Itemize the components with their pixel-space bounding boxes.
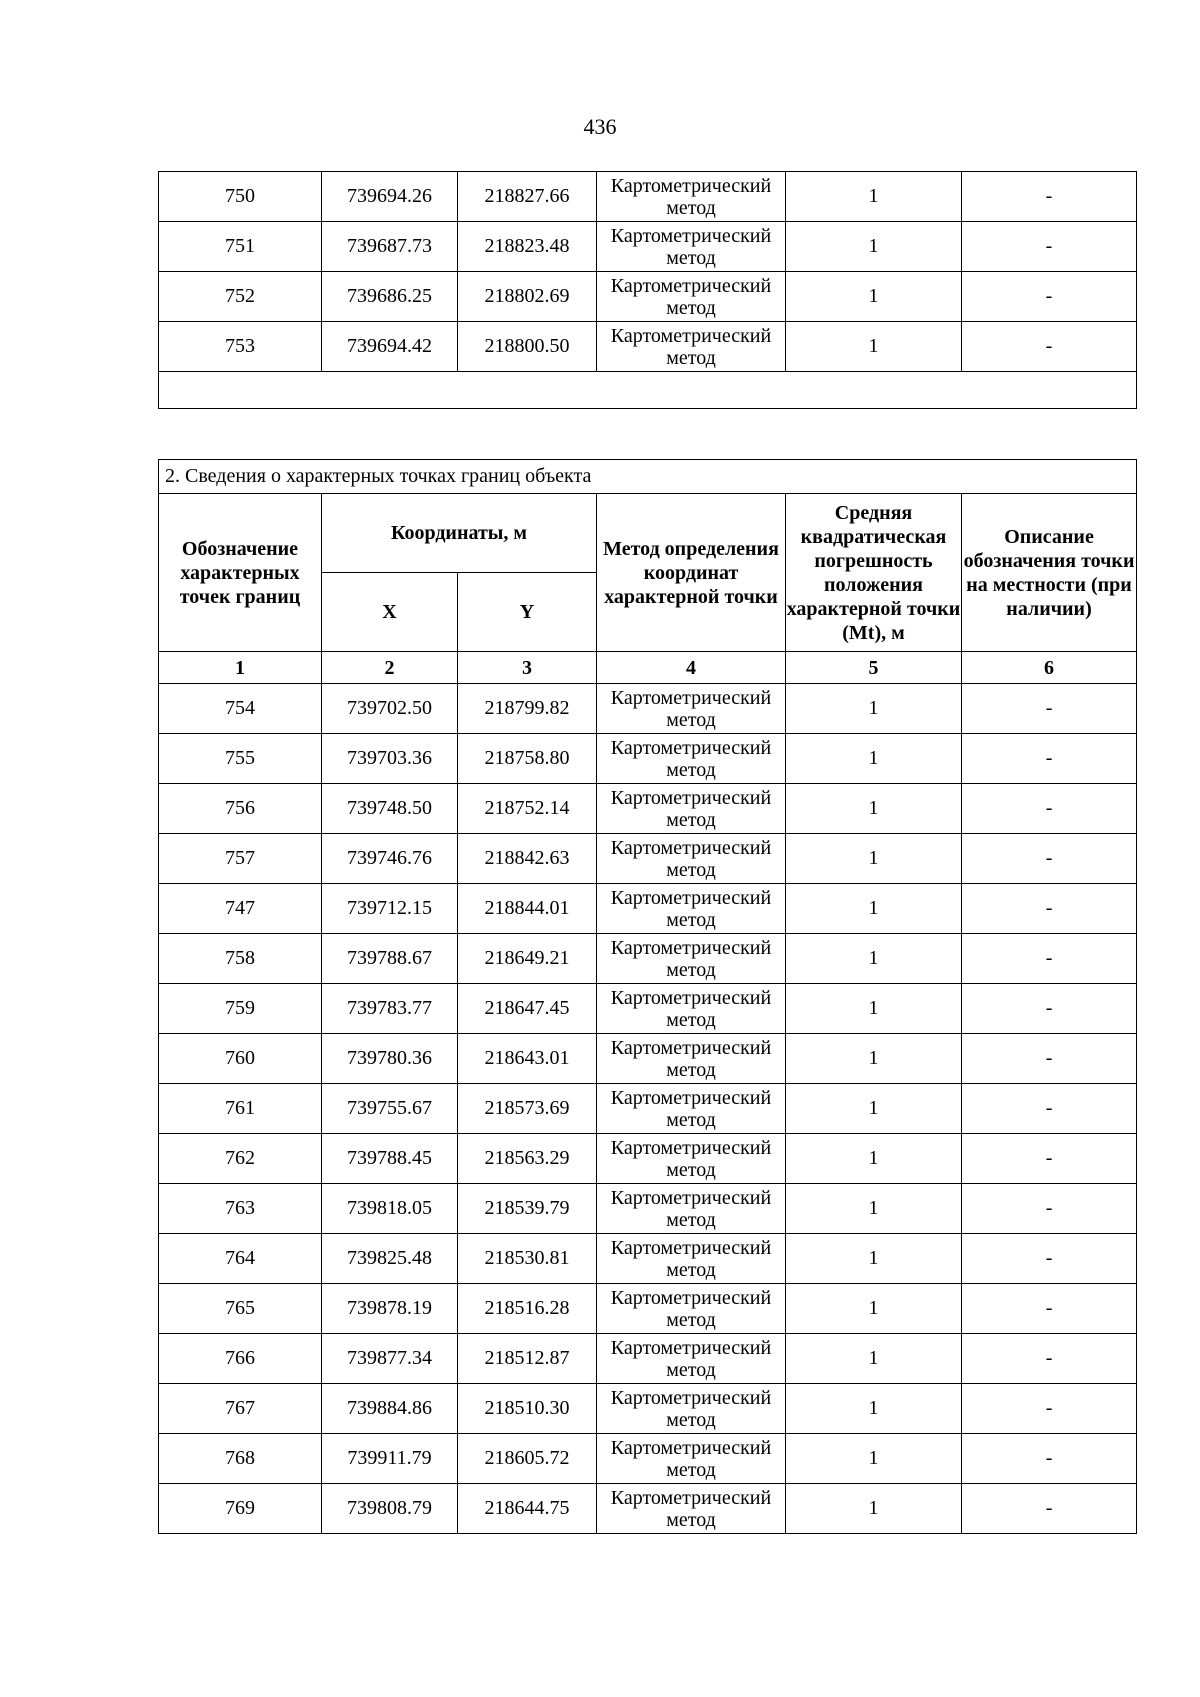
method-cell <box>597 684 786 734</box>
point-id: 751 <box>159 222 322 272</box>
point-id: 756 <box>159 784 322 834</box>
description-value: - <box>962 1034 1137 1084</box>
top-table-body <box>159 172 1137 372</box>
coord-y: 218644.75 <box>458 1484 597 1534</box>
method-line2: метод <box>666 1508 716 1531</box>
point-id: 769 <box>159 1484 322 1534</box>
method-line2: метод <box>666 1308 716 1331</box>
table-row <box>159 1284 1137 1334</box>
error-value: 1 <box>786 1184 962 1234</box>
coord-x: 739825.48 <box>322 1234 458 1284</box>
method-cell <box>597 272 786 322</box>
method-line1: Картометрический <box>610 1136 772 1159</box>
coord-y: 218605.72 <box>458 1434 597 1484</box>
point-id: 763 <box>159 1184 322 1234</box>
description-value: - <box>962 1184 1137 1234</box>
method-line1: Картометрический <box>610 1486 772 1509</box>
coord-x: 739783.77 <box>322 984 458 1034</box>
table-row <box>159 1334 1137 1384</box>
coord-y: 218649.21 <box>458 934 597 984</box>
method-cell <box>597 1334 786 1384</box>
method-line2: метод <box>666 296 716 319</box>
error-value: 1 <box>786 1234 962 1284</box>
method-line2: метод <box>666 958 716 981</box>
coord-x: 739818.05 <box>322 1184 458 1234</box>
method-line2: метод <box>666 1008 716 1031</box>
coord-x: 739788.67 <box>322 934 458 984</box>
method-line2: метод <box>666 808 716 831</box>
column-number: 1 <box>159 652 322 684</box>
coord-x: 739687.73 <box>322 222 458 272</box>
point-id: 764 <box>159 1234 322 1284</box>
coord-y: 218844.01 <box>458 884 597 934</box>
coord-x: 739746.76 <box>322 834 458 884</box>
coord-x: 739694.26 <box>322 172 458 222</box>
method-cell <box>597 734 786 784</box>
page-number: 436 <box>583 114 617 139</box>
table-row <box>159 322 1137 372</box>
table-row <box>159 834 1137 884</box>
table-row <box>159 784 1137 834</box>
method-line2: метод <box>666 1108 716 1131</box>
table-row <box>159 984 1137 1034</box>
method-line2: метод <box>666 1258 716 1281</box>
description-value: - <box>962 1384 1137 1434</box>
column-number: 4 <box>597 652 786 684</box>
coord-x: 739712.15 <box>322 884 458 934</box>
coord-y: 218823.48 <box>458 222 597 272</box>
point-id: 760 <box>159 1034 322 1084</box>
coord-y: 218516.28 <box>458 1284 597 1334</box>
description-value: - <box>962 272 1137 322</box>
point-id: 758 <box>159 934 322 984</box>
method-line2: метод <box>666 908 716 931</box>
empty-row <box>159 372 1137 409</box>
error-value: 1 <box>786 784 962 834</box>
method-line1: Картометрический <box>610 736 772 759</box>
header-coordinates: Координаты, м <box>322 494 597 573</box>
method-line1: Картометрический <box>610 1236 772 1259</box>
coord-y: 218758.80 <box>458 734 597 784</box>
point-id: 759 <box>159 984 322 1034</box>
method-line2: метод <box>666 1208 716 1231</box>
point-id: 766 <box>159 1334 322 1384</box>
method-cell <box>597 172 786 222</box>
method-line1: Картометрический <box>610 1336 772 1359</box>
coord-x: 739702.50 <box>322 684 458 734</box>
description-value: - <box>962 784 1137 834</box>
coord-y: 218799.82 <box>458 684 597 734</box>
method-cell <box>597 884 786 934</box>
point-id: 762 <box>159 1134 322 1184</box>
error-value: 1 <box>786 1484 962 1534</box>
header-description: Описание обозначения точки на местности (при наличии) <box>962 494 1137 652</box>
point-id: 753 <box>159 322 322 372</box>
point-id: 754 <box>159 684 322 734</box>
column-number: 3 <box>458 652 597 684</box>
method-line1: Картометрический <box>610 174 772 197</box>
main-table-body <box>159 684 1137 1534</box>
description-value: - <box>962 934 1137 984</box>
method-cell <box>597 1134 786 1184</box>
description-value: - <box>962 322 1137 372</box>
method-line2: метод <box>666 1058 716 1081</box>
top-coordinates-table <box>158 171 1137 409</box>
method-cell <box>597 1484 786 1534</box>
method-line1: Картометрический <box>610 1086 772 1109</box>
table-row <box>159 1484 1137 1534</box>
point-id: 750 <box>159 172 322 222</box>
table-row <box>159 1234 1137 1284</box>
boundary-points-table <box>158 459 1137 1534</box>
method-cell <box>597 1084 786 1134</box>
method-line1: Картометрический <box>610 986 772 1009</box>
error-value: 1 <box>786 322 962 372</box>
error-value: 1 <box>786 1434 962 1484</box>
description-value: - <box>962 884 1137 934</box>
method-line2: метод <box>666 1458 716 1481</box>
error-value: 1 <box>786 684 962 734</box>
coord-x: 739788.45 <box>322 1134 458 1184</box>
method-line2: метод <box>666 1408 716 1431</box>
point-id: 755 <box>159 734 322 784</box>
method-line1: Картометрический <box>610 224 772 247</box>
table-row <box>159 1084 1137 1134</box>
table-row <box>159 1384 1137 1434</box>
point-id: 767 <box>159 1384 322 1434</box>
method-line2: метод <box>666 196 716 219</box>
error-value: 1 <box>786 1084 962 1134</box>
method-cell <box>597 1034 786 1084</box>
description-value: - <box>962 172 1137 222</box>
method-line1: Картометрический <box>610 936 772 959</box>
method-line2: метод <box>666 708 716 731</box>
method-cell <box>597 1284 786 1334</box>
point-id: 761 <box>159 1084 322 1134</box>
method-cell <box>597 784 786 834</box>
error-value: 1 <box>786 1034 962 1084</box>
table-row <box>159 1134 1137 1184</box>
description-value: - <box>962 1284 1137 1334</box>
table-row <box>159 272 1137 322</box>
table-row <box>159 1034 1137 1084</box>
description-value: - <box>962 1434 1137 1484</box>
table-row <box>159 1184 1137 1234</box>
column-numbers-row <box>159 652 1137 684</box>
error-value: 1 <box>786 834 962 884</box>
header-x: X <box>322 573 458 652</box>
coord-x: 739703.36 <box>322 734 458 784</box>
point-id: 752 <box>159 272 322 322</box>
method-line1: Картометрический <box>610 686 772 709</box>
table-row <box>159 684 1137 734</box>
description-value: - <box>962 984 1137 1034</box>
error-value: 1 <box>786 172 962 222</box>
coord-y: 218512.87 <box>458 1334 597 1384</box>
coord-y: 218827.66 <box>458 172 597 222</box>
coord-y: 218802.69 <box>458 272 597 322</box>
method-line2: метод <box>666 858 716 881</box>
error-value: 1 <box>786 984 962 1034</box>
description-value: - <box>962 222 1137 272</box>
method-line1: Картометрический <box>610 1386 772 1409</box>
method-line1: Картометрический <box>610 1036 772 1059</box>
method-cell <box>597 834 786 884</box>
coord-x: 739808.79 <box>322 1484 458 1534</box>
header-method: Метод определения координат характерной точки <box>597 494 786 652</box>
method-cell <box>597 222 786 272</box>
error-value: 1 <box>786 734 962 784</box>
coord-x: 739694.42 <box>322 322 458 372</box>
error-value: 1 <box>786 884 962 934</box>
error-value: 1 <box>786 1384 962 1434</box>
error-value: 1 <box>786 222 962 272</box>
method-cell <box>597 984 786 1034</box>
method-line1: Картометрический <box>610 1186 772 1209</box>
coord-x: 739748.50 <box>322 784 458 834</box>
description-value: - <box>962 684 1137 734</box>
coord-x: 739686.25 <box>322 272 458 322</box>
point-id: 765 <box>159 1284 322 1334</box>
method-line2: метод <box>666 1158 716 1181</box>
point-id: 757 <box>159 834 322 884</box>
coord-x: 739911.79 <box>322 1434 458 1484</box>
point-id: 768 <box>159 1434 322 1484</box>
coord-y: 218573.69 <box>458 1084 597 1134</box>
method-cell <box>597 1384 786 1434</box>
coord-y: 218647.45 <box>458 984 597 1034</box>
coord-y: 218752.14 <box>458 784 597 834</box>
method-line1: Картометрический <box>610 786 772 809</box>
column-number: 2 <box>322 652 458 684</box>
coord-y: 218510.30 <box>458 1384 597 1434</box>
description-value: - <box>962 734 1137 784</box>
coord-y: 218563.29 <box>458 1134 597 1184</box>
table-row <box>159 734 1137 784</box>
point-id: 747 <box>159 884 322 934</box>
coord-y: 218800.50 <box>458 322 597 372</box>
section-title: 2. Сведения о характерных точках границ объекта <box>159 460 1137 494</box>
header-y: Y <box>458 573 597 652</box>
table-row <box>159 884 1137 934</box>
method-line1: Картометрический <box>610 274 772 297</box>
column-number: 5 <box>786 652 962 684</box>
description-value: - <box>962 1234 1137 1284</box>
header-error: Средняя квадратическая погрешность положения характерной точки (Mt), м <box>786 494 962 652</box>
description-value: - <box>962 1334 1137 1384</box>
method-line1: Картометрический <box>610 836 772 859</box>
description-value: - <box>962 1134 1137 1184</box>
method-line1: Картометрический <box>610 886 772 909</box>
method-line1: Картометрический <box>610 324 772 347</box>
coord-x: 739877.34 <box>322 1334 458 1384</box>
method-cell <box>597 1434 786 1484</box>
error-value: 1 <box>786 1284 962 1334</box>
coord-y: 218539.79 <box>458 1184 597 1234</box>
coord-x: 739884.86 <box>322 1384 458 1434</box>
description-value: - <box>962 1084 1137 1134</box>
error-value: 1 <box>786 272 962 322</box>
method-cell <box>597 322 786 372</box>
error-value: 1 <box>786 934 962 984</box>
table-row <box>159 172 1137 222</box>
column-number: 6 <box>962 652 1137 684</box>
header-designation: Обозначение характерных точек границ <box>159 494 322 652</box>
coord-x: 739780.36 <box>322 1034 458 1084</box>
method-cell <box>597 1184 786 1234</box>
method-line1: Картометрический <box>610 1436 772 1459</box>
method-line1: Картометрический <box>610 1286 772 1309</box>
table-row <box>159 222 1137 272</box>
method-cell <box>597 934 786 984</box>
coord-y: 218530.81 <box>458 1234 597 1284</box>
method-line2: метод <box>666 346 716 369</box>
error-value: 1 <box>786 1334 962 1384</box>
description-value: - <box>962 834 1137 884</box>
error-value: 1 <box>786 1134 962 1184</box>
method-line2: метод <box>666 246 716 269</box>
method-line2: метод <box>666 758 716 781</box>
coord-y: 218643.01 <box>458 1034 597 1084</box>
method-line2: метод <box>666 1358 716 1381</box>
coord-y: 218842.63 <box>458 834 597 884</box>
coord-x: 739755.67 <box>322 1084 458 1134</box>
method-cell <box>597 1234 786 1284</box>
table-row <box>159 1434 1137 1484</box>
coord-x: 739878.19 <box>322 1284 458 1334</box>
description-value: - <box>962 1484 1137 1534</box>
table-row <box>159 934 1137 984</box>
